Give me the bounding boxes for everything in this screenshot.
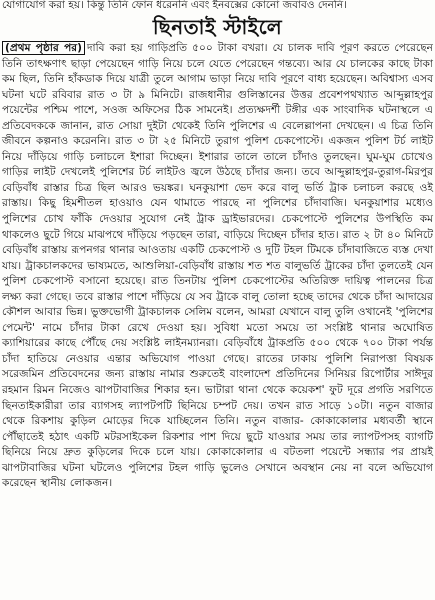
article-headline: ছিনতাই স্টাইলে [152,15,283,39]
previous-article-last-line: যোগাযোগ করা হয়। কিন্তু তিনি ফোন ধরেননি এবং ইনবক্সের কোনো জবাবও দেননি। [2,0,347,11]
article-body-text: দাবি করা হয় গাড়িপ্রতি ৫০০ টাকা বখরা। যে চালক দাবি পূরণ করতে পেরেছেন তিনি তাৎক্ষণাৎ ছাড়া পেয়েছেন গাড়ি নিয়ে চলে যেতে পেরেছেন গন্তব্যে। আর যে চালকের কাছে টাকা কম ছিল, তিনি হাঁকডাক দিয়ে যাত্রী তুলে আগাম ভাড়া নিয়ে দাবি পূরণে বাধ্য হয়েছেন। অবিশ্বাস্য এসব ঘটনা ঘটে রবিবার রাত ৩ টা ৯ মিনিটে। রাজধানীর গুলিস্তানের উত্তর প্রবেশপথখ্যাত আব্দুল্লাহপুর পয়েন্টের পশ্চিম পাশে, সওজ অফিসের ঠিক সামনেই। প্রত্যক্ষদর্শী টঙ্গীর এক সাংবাদিক ঘটনাস্থলে এ প্রতিবেদককে জানান, রাত সোয়া দুইটা থেকেই তিনি পুলিশের এ বেলেল্লাপনা দেখছেন। এ চিত্র তিনি জীবনে কল্পনাও করেননি। রাত ৩ টা ২৫ মিনিটে তুরাগ পুলিশ চেকপোস্টে। একজন পুলিশ টর্চ লাইট নিয়ে দাঁড়িয়ে গাড়ি চলাচলে ইশারা দিচ্ছেন। ইশারার তালে তালে চাঁদাও তুলছেন। ঘুম-ঘুম চোখেও গাড়ির লাইট দেখলেই পুলিশের টর্চ লাইটও জ্বলে উঠছে চাঁদার জন্য। তবে আব্দুল্লাহপুর-তুরাগ-মিরপুর বেড়িবাঁধ রাস্তার চিত্র ছিল আরও ভয়ঙ্কর। ঘনকুয়াশা ভেদ করে বালু ভর্তি ট্রাক চলাচল করছে ওই রাস্তায়। কিছু হিমশীতল হাওয়াও যেন থামাতে পারছে না পুলিশের চাঁদাবাজি। ঘনকুয়াশার মধ্যেও পুলিশের চোখ ফাঁকি দেওয়ার সুযোগ নেই ট্রাক ড্রাইভারদের। চেকপোস্টে পুলিশের উপস্থিতি কম থাকলেও ছুটে গিয়ে মাঝপথে দাঁড়িয়ে পড়ছেন তারা, বাড়িয়ে দিচ্ছেন চাঁদার হাত। রাত ২ টা ৪০ মিনিটে বেড়িবাঁধ রাস্তায় রূপনগর থানার আওতায় একটি চেকপোস্ট ও দুটি টহল টিমকে চাঁদাবাজিতে ব্যস্ত দেখা যায়। ট্রাকচালকদের ভাষ্যমতে, আশুলিয়া-বেড়িবাঁধ রাস্তায় শত শত বালুভর্তি ট্রাকের চাঁদা তুলতেই যেন পুলিশ চেকপোস্ট বসানো হয়েছে। রাত তিনটায় পুলিশ চেকপোস্টের অতিরিক্ত দায়িত্ব পালনের চিত্র লক্ষ্য করা গেছে। তবে রাস্তার পাশে দাঁড়িয়ে যে সব ট্রাকে বালু তোলা হচ্ছে তাদের থেকে চাঁদা আদায়ের কৌশল আবার ভিন্ন। ভুক্তভোগী ট্রাকচালক সেলিম বলেন, আমরা যেখানে বালু তুলি ওখানেই 'পুলিশের পেমেন্ট' নামে চাঁদার টাকা রেখে দেওয়া হয়। সুবিধা মতো সময়ে তা সংশ্লিষ্ট থানার অঘোষিত ক্যাশিয়ারের কাছে পৌঁছে দেয় সংশ্লিষ্ট লাইনম্যানরা। বেড়িবাঁধে ট্রাকপ্রতি ৫০০ থেকে ৭০০ টাকা পর্যন্ত চাঁদা হাতিয়ে নেওয়ার এন্তার অভিযোগ পাওয়া গেছে। রাতের ঢাকায় পুলিশি নিরাপত্তা বিষয়ক সরেজমিন প্রতিবেদনের জন্য রাস্তায় নামার শুরুতেই বাংলাদেশ প্রতিদিনের সিনিয়র রিপোর্টার সাঈদুর রহমান রিমন নিজেও ঝাপটাবাজির শিকার হন। ভাটারা থানা থেকে কয়েকশ' ফুট দূরে প্রগতি সরণিতে ছিনতাইকারীরা তার ব্যাগসহ ল্যাপটপটি ছিনিয়ে চম্পট দেয়। তখন রাত সাড়ে ১০টা। নতুন বাজার থেকে রিকশায় কুড়িল মোড়ের দিকে যাচ্ছিলেন তিনি। নতুন বাজার- কোকাকোলার মধ্যবর্তী স্থানে পৌঁছাতেই হঠাৎ একটি মটরসাইকেল রিকশার পাশ দিয়ে ছুটে যাওয়ার সময় তার ল্যাপটপসহ ব্যাগটি ছিনিয়ে নিয়ে দ্রুত কুড়িলের দিকে চলে যায়। কোকাকোলার এ বটতলা পয়েন্টে সন্ধ্যার পর প্রায়ই ঝাপটাবাজির ঘটনা ঘটলেও পুলিশের টহল গাড়ি ভুলেও সেখানে অবস্থান নেয় না বলে অভিযোগ করেছেন স্থানীয় লোকজন। [2,42,433,490]
continued-from-front-page-label: (প্রথম পৃষ্ঠার পর) [2,41,85,55]
article-body [2,41,433,492]
